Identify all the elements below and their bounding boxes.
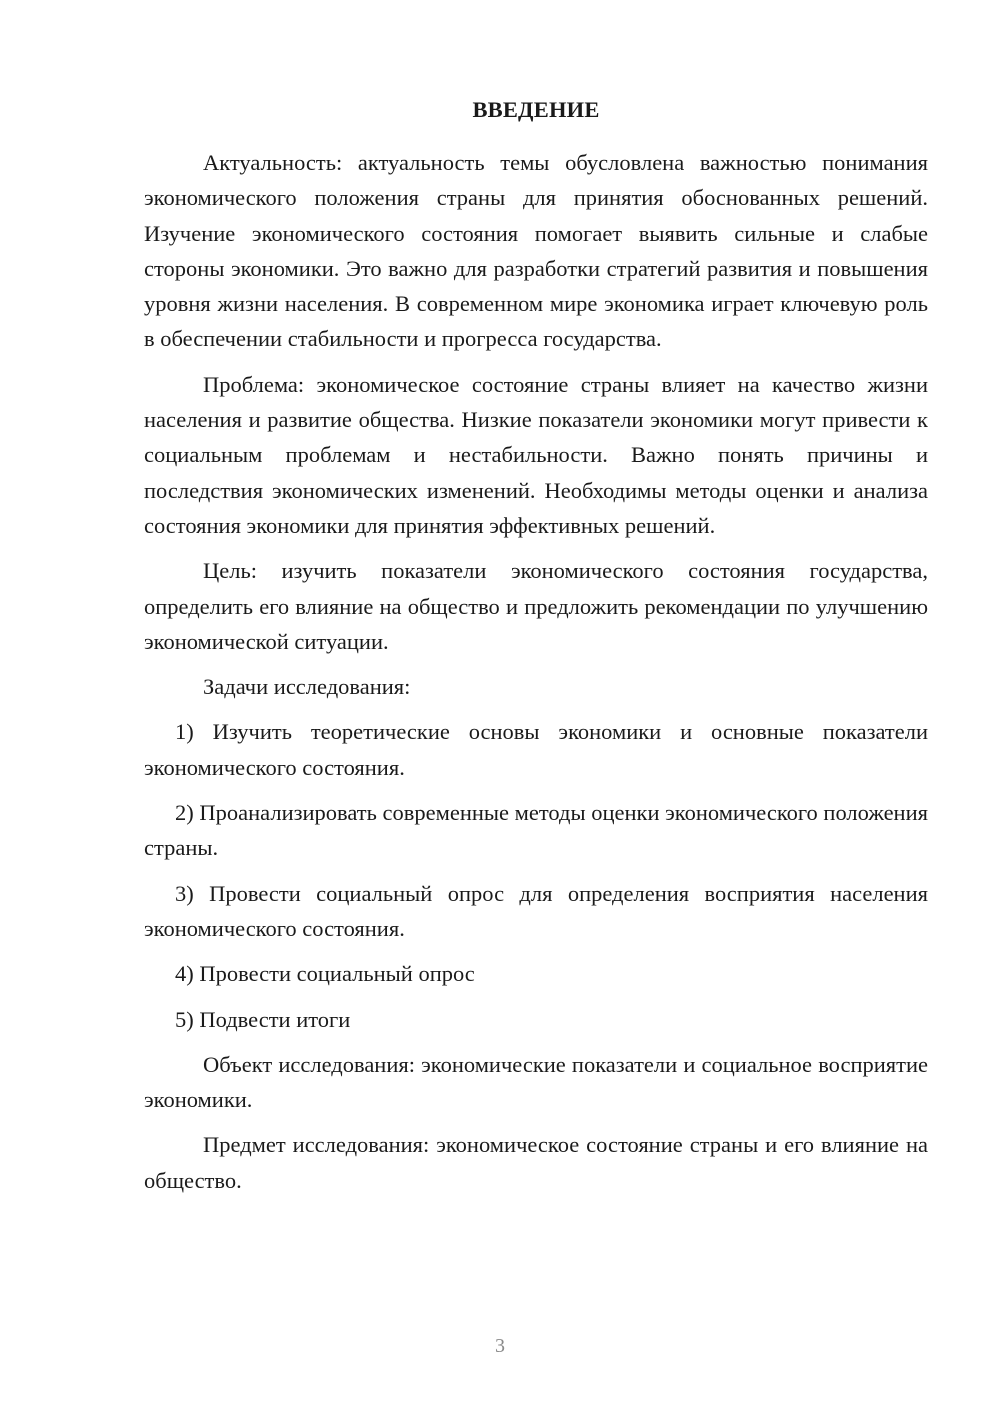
paragraph-goal: Цель: изучить показатели экономического состояния государства, определить его влияние на общество и предложить рекомендации по улучшению экономической ситуации.	[144, 558, 928, 654]
list-item: 2) Проанализировать современные методы оценки экономического положения страны.	[144, 800, 928, 861]
list-item: 1) Изучить теоретические основы экономики и основные показатели экономического состояния.	[144, 719, 928, 780]
section-title: ВВЕДЕНИЕ	[472, 97, 600, 122]
list-item: 4) Провести социальный опрос	[175, 961, 475, 987]
paragraph-tasks-heading: Задачи исследования:	[203, 674, 411, 700]
tasks-list	[144, 714, 928, 1036]
paragraph-problem: Проблема: экономическое состояние страны влияет на качество жизни населения и развитие общества. Низкие показатели экономики могут привести к социальным проблемам и нестабильности. Важно понять причины и последствия экономических изменений. Необходимы методы оценки и анализа состояния экономики для принятия эффективных решений.	[144, 371, 928, 538]
page-content	[144, 92, 928, 1208]
paragraph-relevance: Актуальность: актуальность темы обусловлена важностью понимания экономического положения страны для принятия обоснованных решений. Изучение экономического состояния помогает выявить сильные и слабые стороны экономики. Это важно для разработки стратегий развития и повышения уровня жизни населения. В современном мире экономика играет ключевую роль в обеспечении стабильности и прогресса государства.	[144, 150, 928, 352]
list-item: 5) Подвести итоги	[175, 1006, 351, 1032]
paragraph-subject: Предмет исследования: экономическое состояние страны и его влияние на общество.	[144, 1132, 928, 1193]
paragraph-object: Объект исследования: экономические показатели и социальное восприятие экономики.	[144, 1051, 928, 1113]
list-item: 3) Провести социальный опрос для определения восприятия населения экономического состояния.	[144, 880, 928, 941]
page-number: 3	[495, 1335, 505, 1357]
